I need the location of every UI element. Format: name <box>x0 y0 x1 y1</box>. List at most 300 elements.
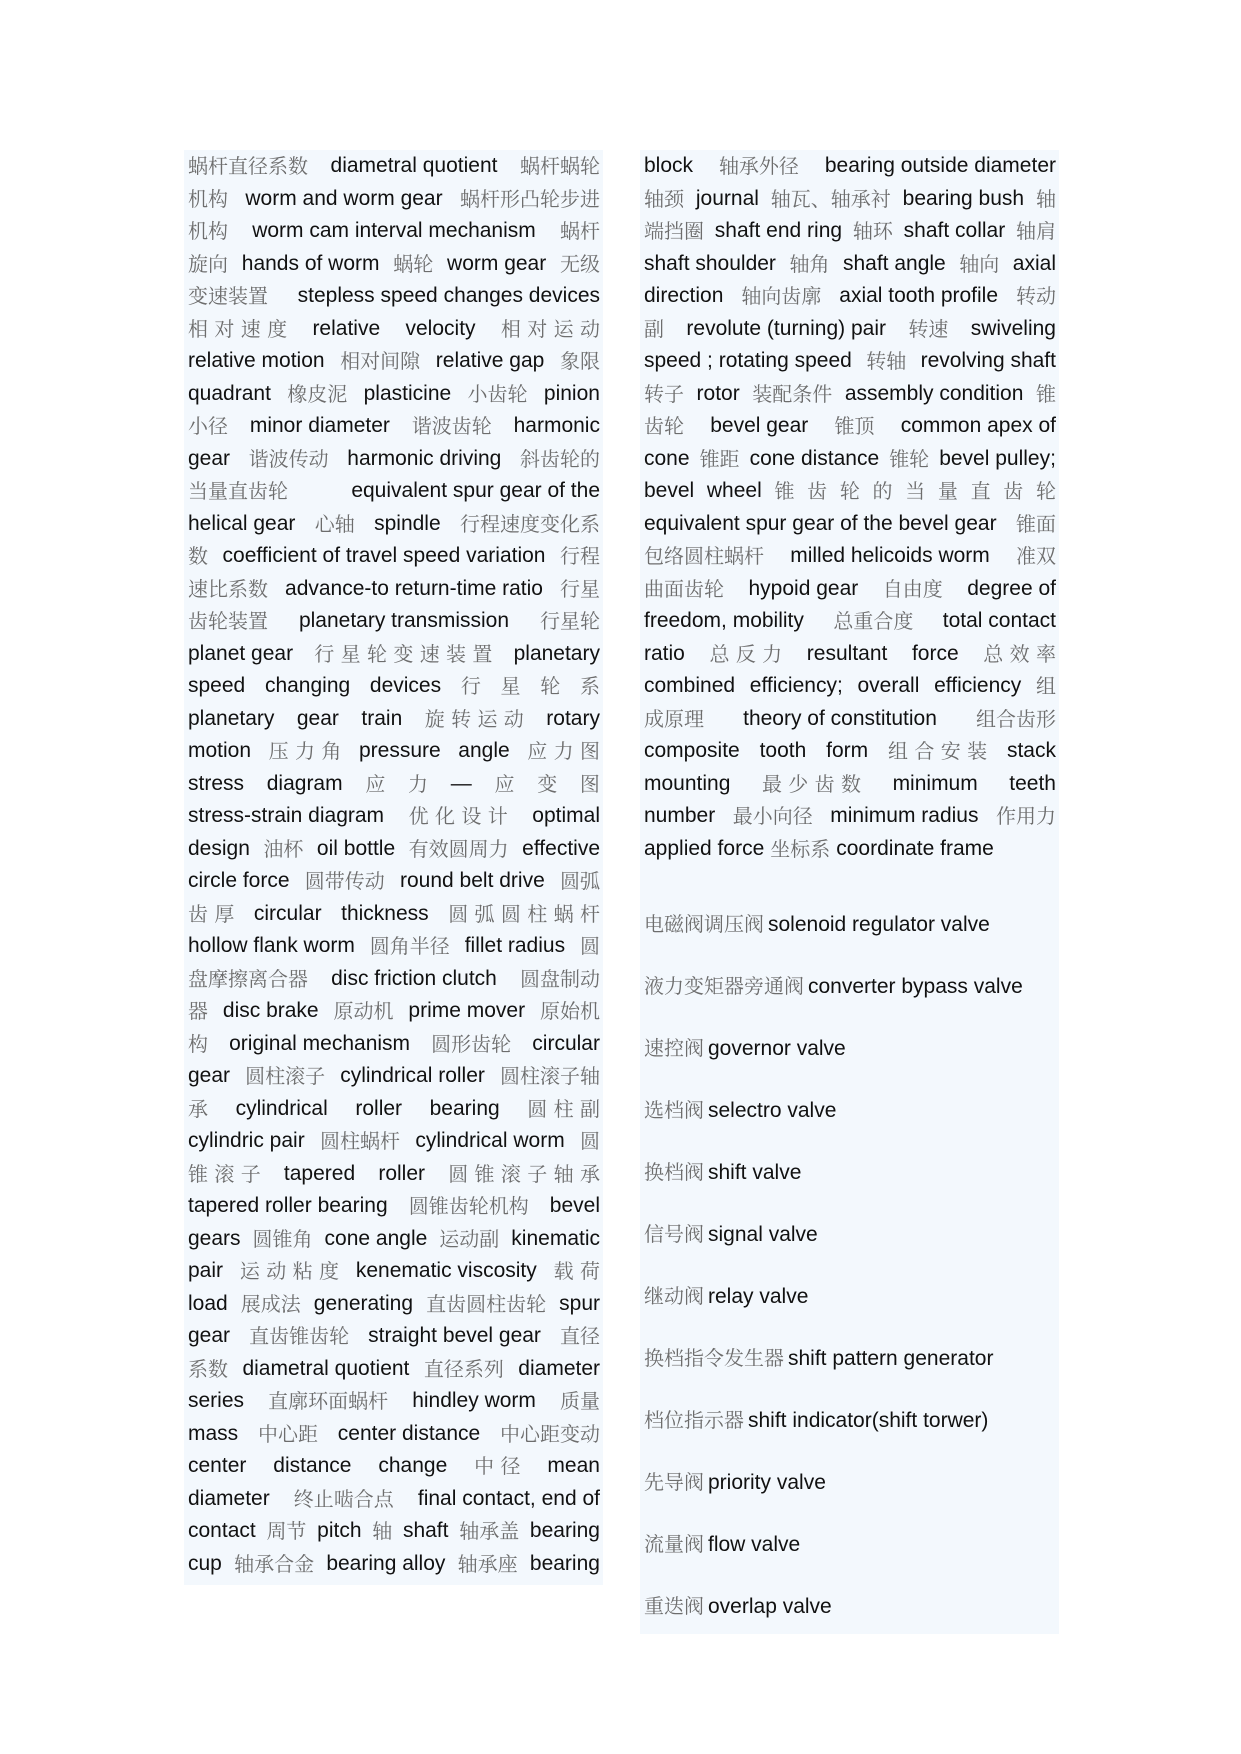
english-term: plasticine <box>363 381 452 405</box>
chinese-term: 转轴 <box>866 349 907 373</box>
english-term: gear <box>188 1064 231 1087</box>
chinese-term: 准双 <box>1016 544 1056 568</box>
english-term: pitch <box>317 1519 362 1542</box>
english-term: bevel <box>549 1194 600 1217</box>
glossary-line <box>188 963 600 996</box>
chinese-term: 齿轮 <box>644 414 684 438</box>
chinese-term: 锥面 <box>1016 511 1056 536</box>
chinese-term: 先导阀 <box>644 1470 704 1494</box>
english-term: degree of <box>967 576 1056 600</box>
glossary-line <box>644 183 1056 216</box>
chinese-term: 轴颈 <box>644 186 684 211</box>
glossary-line <box>644 768 1056 801</box>
english-term: force <box>911 641 959 665</box>
chinese-term: 自由度 <box>882 576 943 601</box>
glossary-line <box>188 443 600 476</box>
english-term: spindle <box>374 511 441 535</box>
english-term: final contact, end of <box>417 1486 600 1510</box>
chinese-term: 相 对 运 动 <box>500 316 600 341</box>
glossary-line <box>644 573 1056 606</box>
valve-term <box>644 893 1059 955</box>
english-term: bearing outside diameter <box>824 154 1056 177</box>
english-term: axial tooth profile <box>839 284 999 307</box>
chinese-term: 变 <box>537 771 558 796</box>
chinese-term: 蜗杆 <box>559 219 600 243</box>
glossary-line <box>188 898 600 931</box>
chinese-term: 原动机 <box>333 999 394 1023</box>
chinese-term: 机构 <box>188 219 228 243</box>
english-term: direction <box>644 284 724 307</box>
chinese-term: 中心距变动 <box>500 1421 600 1446</box>
chinese-term: 展成法 <box>240 1291 301 1316</box>
chinese-term: 信号阀 <box>644 1222 704 1246</box>
english-term: stepless speed changes devices <box>297 284 600 307</box>
glossary-line <box>644 833 1056 866</box>
chinese-term: 轴 <box>1035 186 1056 211</box>
english-term: milled helicoids worm <box>790 544 990 567</box>
glossary-line <box>644 378 1056 411</box>
chinese-term: 相对间隙 <box>340 349 421 373</box>
glossary-line <box>188 995 600 1028</box>
english-term: cup <box>188 1551 222 1575</box>
english-term: bevel <box>644 479 695 502</box>
glossary-line <box>188 248 600 281</box>
chinese-term: 圆柱滚子 <box>245 1064 326 1088</box>
chinese-term: 速控阀 <box>644 1036 704 1060</box>
english-term: advance-to return-time ratio <box>285 576 543 600</box>
english-term: rotor <box>696 381 740 405</box>
chinese-term: 小齿轮 <box>467 381 528 406</box>
glossary-line <box>188 1093 600 1126</box>
english-term: shift valve <box>708 1161 802 1184</box>
chinese-term: 直廓环面蜗杆 <box>268 1389 389 1413</box>
english-term: revolving shaft <box>920 349 1056 372</box>
glossary-line <box>644 800 1056 833</box>
english-term: gear <box>188 446 231 470</box>
english-term: applied force <box>644 836 765 860</box>
chinese-term: 总 效 率 <box>983 641 1056 666</box>
english-term: planetary transmission <box>298 609 510 632</box>
english-term: freedom, mobility <box>644 609 804 632</box>
glossary-line <box>644 248 1056 281</box>
english-term: resultant <box>806 641 888 665</box>
english-term: combined <box>644 674 736 697</box>
chinese-term: 轴承盖 <box>459 1519 520 1543</box>
english-term: angle <box>458 739 510 762</box>
chinese-term: 行星 <box>559 576 600 601</box>
chinese-term: 直径系列 <box>423 1356 504 1381</box>
english-term: shaft collar <box>903 219 1006 242</box>
chinese-term: 蜗杆直径系数 <box>188 154 308 178</box>
chinese-term: 速比系数 <box>188 576 268 601</box>
chinese-term: 直 <box>970 479 991 503</box>
english-term: straight bevel gear <box>368 1324 541 1347</box>
chinese-term: 选档阀 <box>644 1098 704 1122</box>
chinese-term: 轴角 <box>789 251 830 276</box>
chinese-term: 星 <box>500 674 521 698</box>
section-gap <box>644 865 1059 893</box>
chinese-term: 的 <box>872 479 893 503</box>
glossary-line <box>188 638 600 671</box>
english-term: cone <box>644 446 690 470</box>
chinese-term: 总重合度 <box>833 609 914 633</box>
english-term: center distance <box>337 1421 481 1445</box>
chinese-term: 蜗杆蜗轮 <box>520 154 600 178</box>
chinese-term: 数 <box>188 544 208 568</box>
chinese-term: 旋 转 运 动 <box>424 706 524 731</box>
chinese-term: 圆锥角 <box>252 1226 313 1251</box>
english-term: worm gear <box>447 251 547 275</box>
chinese-term: 相 对 速 度 <box>188 316 288 341</box>
glossary-line <box>188 1190 600 1223</box>
english-term: optimal <box>532 804 600 827</box>
english-term: governor valve <box>708 1037 846 1060</box>
glossary-line <box>188 150 600 183</box>
english-term: total contact <box>942 609 1056 632</box>
english-term: hindley worm <box>412 1389 536 1412</box>
english-term: overlap valve <box>708 1595 832 1618</box>
english-term: worm cam interval mechanism <box>252 219 536 242</box>
chinese-term: 锥轮 <box>889 446 930 471</box>
english-term: pair <box>188 1259 224 1282</box>
english-term: generating <box>313 1291 414 1315</box>
english-term: theory of constitution <box>743 706 937 730</box>
english-term: design <box>188 836 250 860</box>
chinese-term: 圆柱滚子轴 <box>499 1064 600 1088</box>
chinese-term: 系数 <box>188 1356 228 1381</box>
chinese-term: 旋向 <box>188 251 228 276</box>
english-term: minor diameter <box>249 414 390 437</box>
glossary-line <box>644 410 1056 443</box>
chinese-term: 原始机 <box>539 999 600 1023</box>
english-term: thickness <box>341 901 429 925</box>
chinese-term: 轴承合金 <box>234 1551 315 1576</box>
chinese-term: 量 <box>937 479 958 503</box>
glossary-line <box>188 703 600 736</box>
english-term: diametral quotient <box>242 1356 410 1380</box>
english-term: tapered roller bearing <box>188 1194 388 1217</box>
chinese-term: 象限 <box>559 349 600 373</box>
chinese-term: 橡皮泥 <box>287 381 348 406</box>
chinese-term: 轮 <box>839 479 860 503</box>
english-term: rotary <box>546 706 600 730</box>
chinese-term: 转子 <box>644 381 684 406</box>
english-term: ratio <box>644 641 685 665</box>
english-term: cylindrical roller <box>340 1064 485 1087</box>
chinese-term: 继动阀 <box>644 1284 704 1308</box>
chinese-term: 承 <box>188 1096 208 1121</box>
glossary-line <box>188 540 600 573</box>
chinese-term: 重迭阀 <box>644 1594 704 1618</box>
english-term: planet gear <box>188 641 294 665</box>
english-term: stack <box>1006 739 1056 762</box>
english-term: speed <box>188 674 246 697</box>
chinese-term: 蜗轮 <box>393 251 434 276</box>
chinese-term: 直齿锥齿轮 <box>249 1324 350 1348</box>
chinese-term: 圆锥齿轮机构 <box>408 1194 529 1218</box>
valve-term-list <box>644 893 1059 1637</box>
english-term: shaft end ring <box>714 219 843 242</box>
chinese-term: 蜗杆形凸轮步进 <box>459 186 600 211</box>
chinese-term: 压 力 角 <box>268 739 342 763</box>
glossary-line <box>644 670 1056 703</box>
glossary-lines-right <box>644 150 1059 865</box>
english-term: teeth <box>1009 771 1056 795</box>
glossary-line <box>188 1223 600 1256</box>
chinese-term: 应 <box>365 771 386 796</box>
chinese-term: 运 动 粘 度 <box>239 1259 339 1283</box>
chinese-term: 最小向径 <box>732 804 813 828</box>
english-term: converter bypass valve <box>808 975 1023 998</box>
glossary-line <box>644 280 1056 313</box>
english-term: kenematic viscosity <box>355 1259 537 1282</box>
english-term: relay valve <box>708 1285 809 1308</box>
valve-term <box>644 1513 1059 1575</box>
english-term: stress-strain diagram <box>188 804 385 827</box>
english-term: diameter <box>188 1486 270 1510</box>
glossary-line <box>188 605 600 638</box>
valve-term <box>644 1327 1059 1389</box>
glossary-column-left <box>184 150 603 1585</box>
glossary-line <box>188 1548 600 1581</box>
chinese-term: 齿轮装置 <box>188 609 268 633</box>
chinese-term: 行程速度变化系 <box>460 511 600 536</box>
chinese-term: 轴 <box>372 1519 393 1543</box>
chinese-term: 运动副 <box>439 1226 500 1251</box>
chinese-term: 盘摩擦离合器 <box>188 966 308 991</box>
english-term: mass <box>188 1421 239 1445</box>
valve-term <box>644 1079 1059 1141</box>
english-term: relative <box>312 316 381 340</box>
english-term: center <box>188 1454 247 1477</box>
chinese-term: 圆盘制动 <box>519 966 600 991</box>
chinese-term: 小径 <box>188 414 228 438</box>
english-term: distance <box>273 1454 352 1477</box>
chinese-term: 轴承座 <box>457 1551 518 1576</box>
english-term: circular <box>253 901 322 925</box>
glossary-line <box>644 638 1056 671</box>
chinese-term: 作用力 <box>996 804 1056 828</box>
english-term: spur <box>559 1291 600 1315</box>
english-term: bevel gear <box>710 414 809 437</box>
english-term: cylindric pair <box>188 1129 305 1152</box>
chinese-term: 圆形齿轮 <box>431 1031 512 1056</box>
chinese-term: 包络圆柱蜗杆 <box>644 544 764 568</box>
english-term: form <box>826 739 869 762</box>
chinese-term: 谐波齿轮 <box>411 414 492 438</box>
english-term: fillet radius <box>464 934 566 957</box>
english-term: bearing <box>529 1519 600 1542</box>
english-term: original mechanism <box>229 1031 411 1055</box>
glossary-line <box>188 1450 600 1483</box>
glossary-line <box>188 410 600 443</box>
english-term: priority valve <box>708 1471 826 1494</box>
chinese-term: 档位指示器 <box>644 1408 744 1432</box>
english-term: prime mover <box>408 999 526 1022</box>
english-term: overall <box>857 674 920 697</box>
english-term: journal <box>695 186 759 210</box>
glossary-line <box>188 833 600 866</box>
english-term: bevel pulley; <box>939 446 1056 470</box>
chinese-term: 轴瓦、轴承衬 <box>770 186 891 211</box>
english-term: mean <box>547 1454 600 1477</box>
english-term: diameter <box>518 1356 600 1380</box>
chinese-term: 中 径 <box>474 1454 521 1478</box>
chinese-term: 圆角半径 <box>369 934 450 958</box>
english-term: common apex of <box>900 414 1056 437</box>
english-term: solenoid regulator valve <box>768 913 990 936</box>
glossary-line <box>188 280 600 313</box>
english-term: hypoid gear <box>748 576 859 600</box>
glossary-line <box>188 1418 600 1451</box>
valve-term <box>644 1575 1059 1637</box>
english-term: cone distance <box>749 446 880 470</box>
chinese-term: 转动 <box>1015 284 1056 308</box>
glossary-line <box>644 508 1056 541</box>
glossary-line <box>188 1320 600 1353</box>
chinese-term: 锥顶 <box>834 414 875 438</box>
english-term: circle force <box>188 869 290 892</box>
english-term: cylindrical <box>235 1096 328 1120</box>
chinese-term: 成原理 <box>644 706 704 731</box>
valve-term <box>644 1017 1059 1079</box>
english-term: planetary <box>513 641 600 665</box>
english-term: gear <box>188 1324 231 1347</box>
chinese-term: 质量 <box>559 1389 600 1413</box>
english-term: worm and worm gear <box>245 186 443 210</box>
chinese-term: 总 反 力 <box>709 641 783 666</box>
english-term: selectro valve <box>708 1099 837 1122</box>
valve-term <box>644 955 1059 1017</box>
glossary-line <box>188 768 600 801</box>
english-term: minimum <box>892 771 978 795</box>
glossary-line <box>188 1353 600 1386</box>
chinese-term: 轴环 <box>852 219 893 243</box>
chinese-term: 电磁阀调压阀 <box>644 912 764 936</box>
english-term: shift pattern generator <box>788 1347 994 1370</box>
chinese-term: 组 合 安 装 <box>888 739 988 763</box>
english-term: tapered <box>283 1161 356 1185</box>
english-term: hollow flank worm <box>188 934 355 957</box>
english-term: train <box>361 706 403 730</box>
chinese-term: 系 <box>579 674 600 698</box>
glossary-line <box>188 1288 600 1321</box>
glossary-line <box>188 573 600 606</box>
english-term: disc friction clutch <box>331 966 497 990</box>
glossary-line <box>644 703 1056 736</box>
chinese-term: 流量阀 <box>644 1532 704 1556</box>
english-term: diametral quotient <box>330 154 498 177</box>
chinese-term: 轴向齿廓 <box>741 284 822 308</box>
english-term: coordinate frame <box>836 836 994 860</box>
english-term: efficiency <box>934 674 1022 697</box>
glossary-line <box>188 865 600 898</box>
glossary-line <box>188 1515 600 1548</box>
chinese-term: 力 <box>408 771 429 796</box>
english-term: — <box>450 771 472 795</box>
chinese-term: 油杯 <box>263 836 304 861</box>
valve-term <box>644 1389 1059 1451</box>
chinese-term: 行星轮 <box>540 609 600 633</box>
glossary-line <box>188 800 600 833</box>
english-term: stress <box>188 771 245 795</box>
english-term: block <box>644 154 694 177</box>
english-term: relative gap <box>435 349 545 372</box>
chinese-term: 端挡圈 <box>644 219 704 243</box>
english-term: coefficient of travel speed variation <box>222 544 546 567</box>
english-term: assembly condition <box>844 381 1024 405</box>
english-term: oil bottle <box>316 836 396 860</box>
chinese-term: 装配条件 <box>752 381 833 406</box>
chinese-term: 换档指令发生器 <box>644 1346 784 1370</box>
glossary-line <box>644 605 1056 638</box>
chinese-term: 轮 <box>540 674 561 698</box>
chinese-term: 圆 弧 圆 柱 蜗 杆 <box>448 901 600 926</box>
english-term: number <box>644 804 716 827</box>
english-term: harmonic driving <box>347 446 502 470</box>
english-term: signal valve <box>708 1223 818 1246</box>
english-term: wheel <box>706 479 762 502</box>
chinese-term: 圆 柱 副 <box>527 1096 600 1121</box>
chinese-term: 齿 <box>807 479 828 503</box>
english-term: contact <box>188 1519 256 1542</box>
english-term: bearing alloy <box>326 1551 446 1575</box>
english-term: cylindrical worm <box>415 1129 565 1152</box>
english-term: bearing bush <box>902 186 1025 210</box>
glossary-line <box>644 215 1056 248</box>
chinese-term: 圆弧 <box>560 869 600 893</box>
english-term: bearing <box>529 1551 600 1575</box>
chinese-term: 终止啮合点 <box>293 1486 394 1511</box>
valve-term <box>644 1141 1059 1203</box>
chinese-term: 图 <box>579 771 600 796</box>
glossary-line <box>644 475 1056 508</box>
chinese-term: 换档阀 <box>644 1160 704 1184</box>
english-term: disc brake <box>222 999 319 1022</box>
chinese-term: 应 力 图 <box>527 739 600 763</box>
english-term: effective <box>522 836 600 860</box>
english-term: devices <box>369 674 442 697</box>
chinese-term: 组合齿形 <box>976 706 1056 731</box>
english-term: quadrant <box>188 381 271 405</box>
english-term: equivalent spur gear of the <box>351 479 600 502</box>
english-term: minimum radius <box>830 804 979 827</box>
chinese-term: 最 少 齿 数 <box>761 771 862 796</box>
chinese-term: 副 <box>644 316 664 341</box>
chinese-term: 行 <box>460 674 481 698</box>
chinese-term: 当量直齿轮 <box>188 479 288 503</box>
english-term: gear <box>296 706 339 730</box>
english-term: relative motion <box>188 349 325 372</box>
english-term: pinion <box>543 381 600 405</box>
glossary-line <box>644 313 1056 346</box>
english-term: efficiency; <box>749 674 843 697</box>
chinese-term: 锥距 <box>699 446 740 471</box>
glossary-line <box>188 1255 600 1288</box>
glossary-line <box>188 1385 600 1418</box>
glossary-column-right <box>640 150 1059 1634</box>
english-term: hands of worm <box>241 251 380 275</box>
english-term: cone angle <box>324 1226 428 1250</box>
english-term: diagram <box>266 771 343 795</box>
chinese-term: 圆带传动 <box>304 869 385 893</box>
glossary-line <box>188 215 600 248</box>
glossary-line <box>188 183 600 216</box>
chinese-term: 直齿圆柱齿轮 <box>426 1291 547 1316</box>
valve-term <box>644 1203 1059 1265</box>
english-term: gears <box>188 1226 241 1250</box>
english-term: equivalent spur gear of the bevel gear <box>644 511 997 535</box>
